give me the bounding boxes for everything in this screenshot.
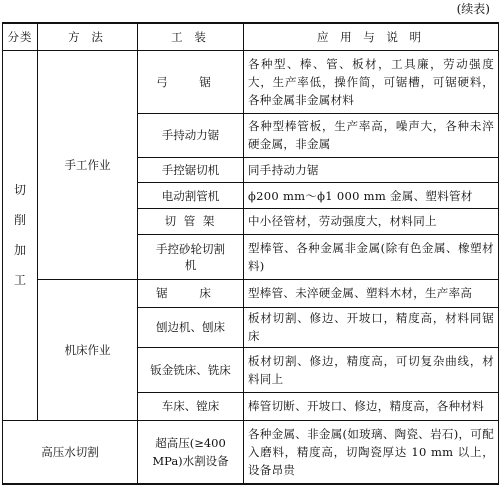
category-cell: [3, 51, 38, 421]
tool-cell: 手控锯切机: [138, 157, 244, 183]
table-row: [3, 420, 499, 484]
continued-label: (续表): [456, 2, 490, 16]
tool-cell: 电动割管机: [138, 183, 244, 209]
tool-cell: 刨边机、刨床: [138, 307, 244, 347]
method-manual: 手工作业: [38, 51, 138, 280]
category-char: 削: [13, 213, 26, 228]
category-char: 切: [13, 183, 26, 198]
header-application: 应 用 与 说 明: [244, 23, 499, 51]
desc-cell: 各种型、棒、管、板材，工具廉，劳动强度大，生产率低，操作简，可锯槽，可锯硬料，各种金属非金属材料: [244, 51, 499, 114]
desc-cell: 中小径管材，劳动强度大，材料同上: [244, 209, 499, 235]
desc-cell: 型棒管、未淬硬金属、塑料木材，生产率高: [244, 280, 499, 308]
header-method: 方 法: [38, 23, 138, 51]
tool-cell: 手控砂轮切割机: [138, 234, 244, 279]
desc-cell: 板材切割、修边、开坡口，精度高，材料同锯床: [244, 307, 499, 347]
category-char: 工: [13, 273, 26, 288]
method-waterjet: 高压水切割: [3, 420, 138, 484]
desc-cell: 同手持动力锯: [244, 157, 499, 183]
desc-cell: 棒管切断、开坡口、修边，精度高，各种材料: [244, 393, 499, 421]
table-row: [3, 280, 499, 308]
tool-cell: 超高压(≥400 MPa)水割设备: [138, 420, 244, 484]
tool-cell: 手持动力锯: [138, 113, 244, 157]
tool-cell: 弓 锯: [138, 51, 244, 114]
desc-cell: 型棒管、各种金属非金属(除有色金属、橡塑材料): [244, 234, 499, 279]
desc-cell: ϕ200 mm～ϕ1 000 mm 金属、塑料管材: [244, 183, 499, 209]
header-row: [3, 23, 499, 51]
header-category: 分类: [3, 23, 38, 51]
tool-cell: 锯 床: [138, 280, 244, 308]
method-machine: 机床作业: [38, 280, 138, 421]
tool-cell: 切 管 架: [138, 209, 244, 235]
desc-cell: 板材切割、修边，精度高，可切复杂曲线，材料同上: [244, 347, 499, 392]
tool-cell: 车床、镗床: [138, 393, 244, 421]
category-char: 加: [13, 243, 26, 258]
tool-cell: 钣金铣床、铣床: [138, 347, 244, 392]
desc-cell: 各种金属、非金属(如玻璃、陶瓷、岩石)，可配入磨料，精度高，切陶瓷厚达 10 mm 以上，设备昂贵: [244, 420, 499, 484]
table-row: [3, 51, 499, 114]
desc-cell: 各种型棒管板，生产率高，噪声大，各种未淬硬金属，非金属: [244, 113, 499, 157]
cutting-methods-table: [2, 22, 499, 485]
header-tooling: 工 装: [138, 23, 244, 51]
